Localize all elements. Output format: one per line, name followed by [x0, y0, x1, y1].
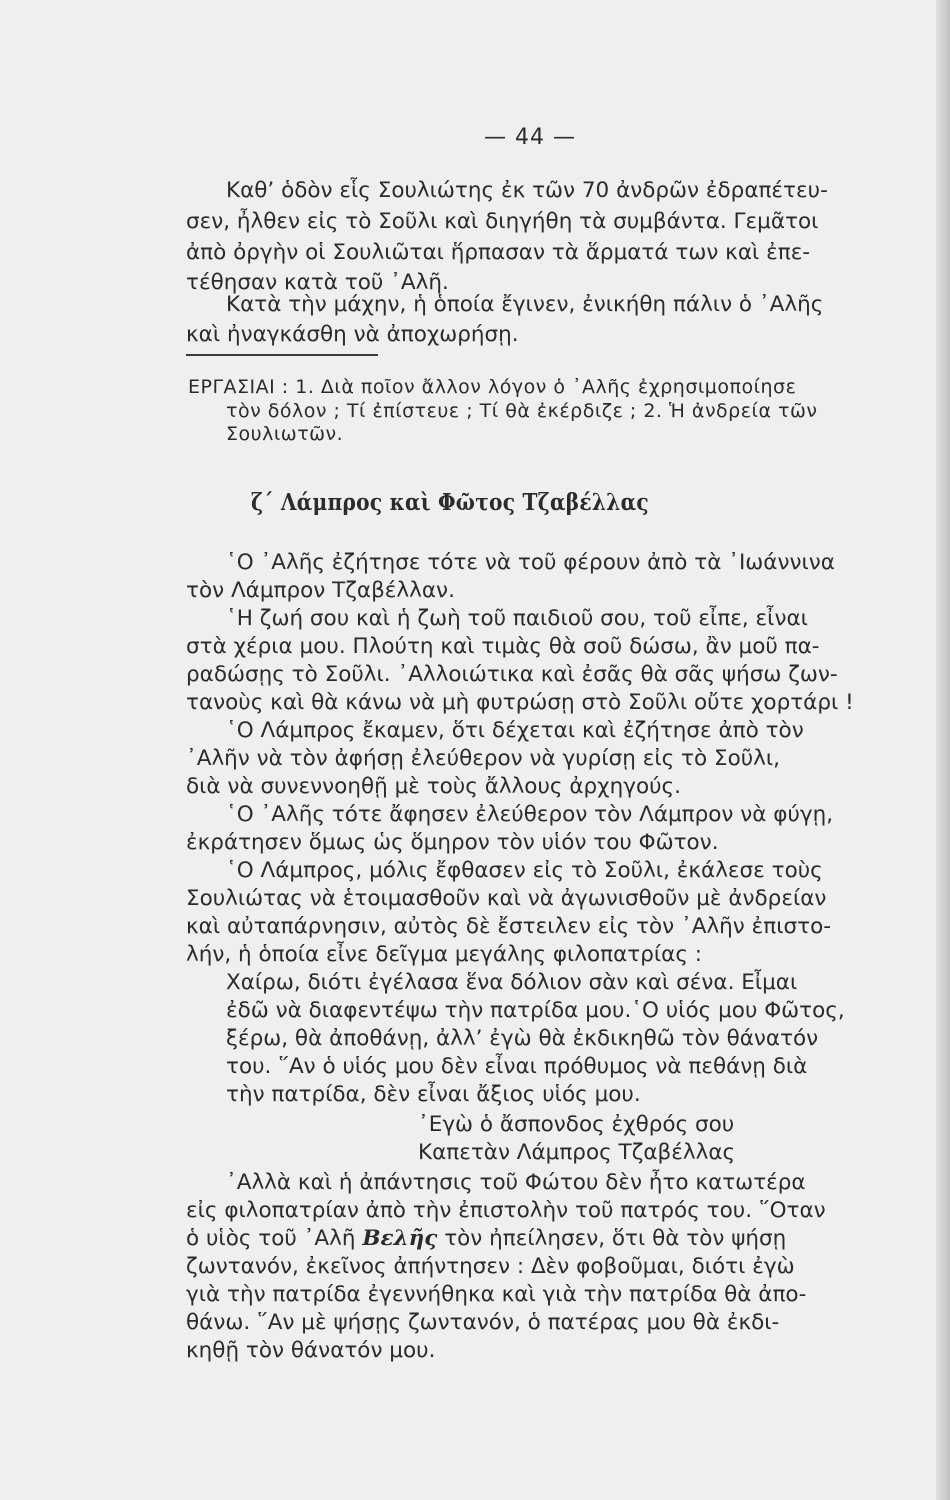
body-line: λήν, ἡ ὁποία εἶνε δεῖγμα μεγάλης φιλοπατρίας : — [186, 942, 703, 967]
closing-line: θάνω. ῞Αν μὲ ψήσῃς ζωντανόν, ὁ πατέρας μου θὰ ἐκδι- — [186, 1310, 780, 1335]
exercises-line: Σουλιωτῶν. — [226, 423, 344, 445]
exercises-line: τὸν δόλον ; Τί ἐπίστευε ; Τί θὰ ἐκέρδιζε ; 2. Ἡ ἀνδρεία τῶν — [226, 400, 818, 422]
letter-line: του. ῞Αν ὁ υἱός μου δὲν εἶναι πρόθυμος νὰ πεθάνῃ διὰ — [226, 1054, 808, 1079]
intro-line: ἀπὸ ὀργὴν οἱ Σουλιῶται ἥρπασαν τὰ ἅρματά των καὶ ἐπε- — [186, 240, 811, 265]
name-veli: Βελῆς — [362, 1226, 438, 1251]
body-line: ῾Η ζωή σου καὶ ἡ ζωὴ τοῦ παιδιοῦ σου, τοῦ εἶπε, εἶναι — [226, 606, 808, 631]
closing-line: γιὰ τὴν πατρίδα ἐγεννήθηκα καὶ γιὰ τὴν πατρίδα θὰ ἀπο- — [186, 1282, 807, 1307]
page-number: — 44 — — [484, 125, 576, 150]
body-line: ἐκράτησεν ὅμως ὡς ὅμηρον τὸν υἱόν του Φῶτον. — [186, 830, 719, 855]
body-line: τὸν Λάμπρον Τζαβέλλαν. — [186, 578, 455, 603]
body-line: ῾Ο ᾽Αλῆς ἐζήτησε τότε νὰ τοῦ φέρουν ἀπὸ τὰ ᾽Ιωάννινα — [226, 550, 835, 575]
body-line: ῾Ο Λάμπρος ἔκαμεν, ὅτι δέχεται καὶ ἐζήτησε ἀπὸ τὸν — [226, 718, 804, 743]
letter-line: ξέρω, θὰ ἀποθάνῃ, ἀλλ’ ἐγὼ θὰ ἐκδικηθῶ τὸν θάνατόν — [226, 1026, 819, 1051]
body-line: τανοὺς καὶ θὰ κάνω νὰ μὴ φυτρώσῃ στὸ Σοῦλι οὔτε χορτάρι ! — [186, 690, 854, 715]
section-divider — [186, 354, 378, 356]
intro-line: σεν, ἦλθεν εἰς τὸ Σοῦλι καὶ διηγήθη τὰ συμβάντα. Γεμᾶτοι — [186, 209, 819, 234]
closing-line-end: τὸν ἠπείλησεν, ὅτι θὰ τὸν ψήσῃ — [437, 1226, 787, 1251]
exercises-line: ΕΡΓΑΣΙΑΙ : 1. Διὰ ποῖον ἄλλον λόγον ὁ ᾽Αλῆς ἐχρησιμοποίησε — [188, 376, 797, 398]
letter-line: ἐδῶ νὰ διαφεντέψω τὴν πατρίδα μου.῾Ο υἱός μου Φῶτος, — [226, 998, 845, 1023]
closing-line: ᾽Αλλὰ καὶ ἡ ἀπάντησις τοῦ Φώτου δὲν ἦτο κατωτέρα — [226, 1170, 806, 1195]
body-line: ραδώσῃς τὸ Σοῦλι. ᾽Αλλοιώτικα καὶ ἐσᾶς θὰ σᾶς ψήσω ζων- — [186, 662, 838, 687]
intro-line: Καθ’ ὁδὸν εἷς Σουλιώτης ἐκ τῶν 70 ἀνδρῶν ἐδραπέτευ- — [226, 178, 828, 203]
signature-line: ᾽Εγὼ ὁ ἄσπονδος ἐχθρός σου — [418, 1112, 735, 1137]
body-line: ῾Ο ᾽Αλῆς τότε ἄφησεν ἐλεύθερον τὸν Λάμπρον νὰ φύγῃ, — [226, 802, 834, 827]
body-line: Σουλιώτας νὰ ἑτοιμασθοῦν καὶ νὰ ἀγωνισθοῦν μὲ ἀνδρείαν — [186, 886, 827, 911]
closing-line: εἰς φιλοπατρίαν ἀπὸ τὴν ἐπιστολὴν τοῦ πατρός του. ῞Οταν — [186, 1198, 826, 1223]
closing-line-with-name — [186, 1226, 786, 1252]
body-line: ᾽Αλῆν νὰ τὸν ἀφήσῃ ἐλεύθερον νὰ γυρίσῃ εἰς τὸ Σοῦλι, — [186, 746, 780, 771]
letter-line: τὴν πατρίδα, δὲν εἶναι ἄξιος υἱός μου. — [226, 1082, 641, 1107]
body-line: στὰ χέρια μου. Πλούτη καὶ τιμὰς θὰ σοῦ δώσω, ἂν μοῦ πα- — [186, 634, 820, 659]
closing-line: ζωντανόν, ἐκεῖνος ἀπήντησεν : Δὲν φοβοῦμαι, διότι ἐγὼ — [186, 1254, 795, 1279]
intro-line: καὶ ἠναγκάσθη νὰ ἀποχωρήσῃ. — [186, 322, 519, 347]
closing-line: κηθῇ τὸν θάνατόν μου. — [186, 1338, 436, 1363]
chapter-title: ζ΄ Λάμπρος καὶ Φῶτος Τζαβέλλας — [251, 488, 649, 516]
body-line: διὰ νὰ συνεννοηθῇ μὲ τοὺς ἄλλους ἀρχηγούς. — [186, 774, 681, 799]
closing-line-start: ὁ υἱὸς τοῦ ᾽Αλῆ — [186, 1226, 363, 1251]
intro-line: Κατὰ τὴν μάχην, ἡ ὁποία ἔγινεν, ἐνικήθη πάλιν ὁ ᾽Αλῆς — [226, 292, 824, 317]
intro-line: τέθησαν κατὰ τοῦ ᾽Αλῆ. — [186, 270, 449, 295]
letter-line: Χαίρω, διότι ἐγέλασα ἕνα δόλιον σὰν καὶ σένα. Εἶμαι — [226, 970, 798, 995]
body-line: ῾Ο Λάμπρος, μόλις ἔφθασεν εἰς τὸ Σοῦλι, ἐκάλεσε τοὺς — [226, 858, 823, 883]
signature-line: Καπετὰν Λάμπρος Τζαβέλλας — [418, 1140, 736, 1165]
body-line: καὶ αὐταπάρνησιν, αὐτὸς δὲ ἔστειλεν εἰς τὸν ᾽Αλῆν ἐπιστο- — [186, 914, 831, 939]
